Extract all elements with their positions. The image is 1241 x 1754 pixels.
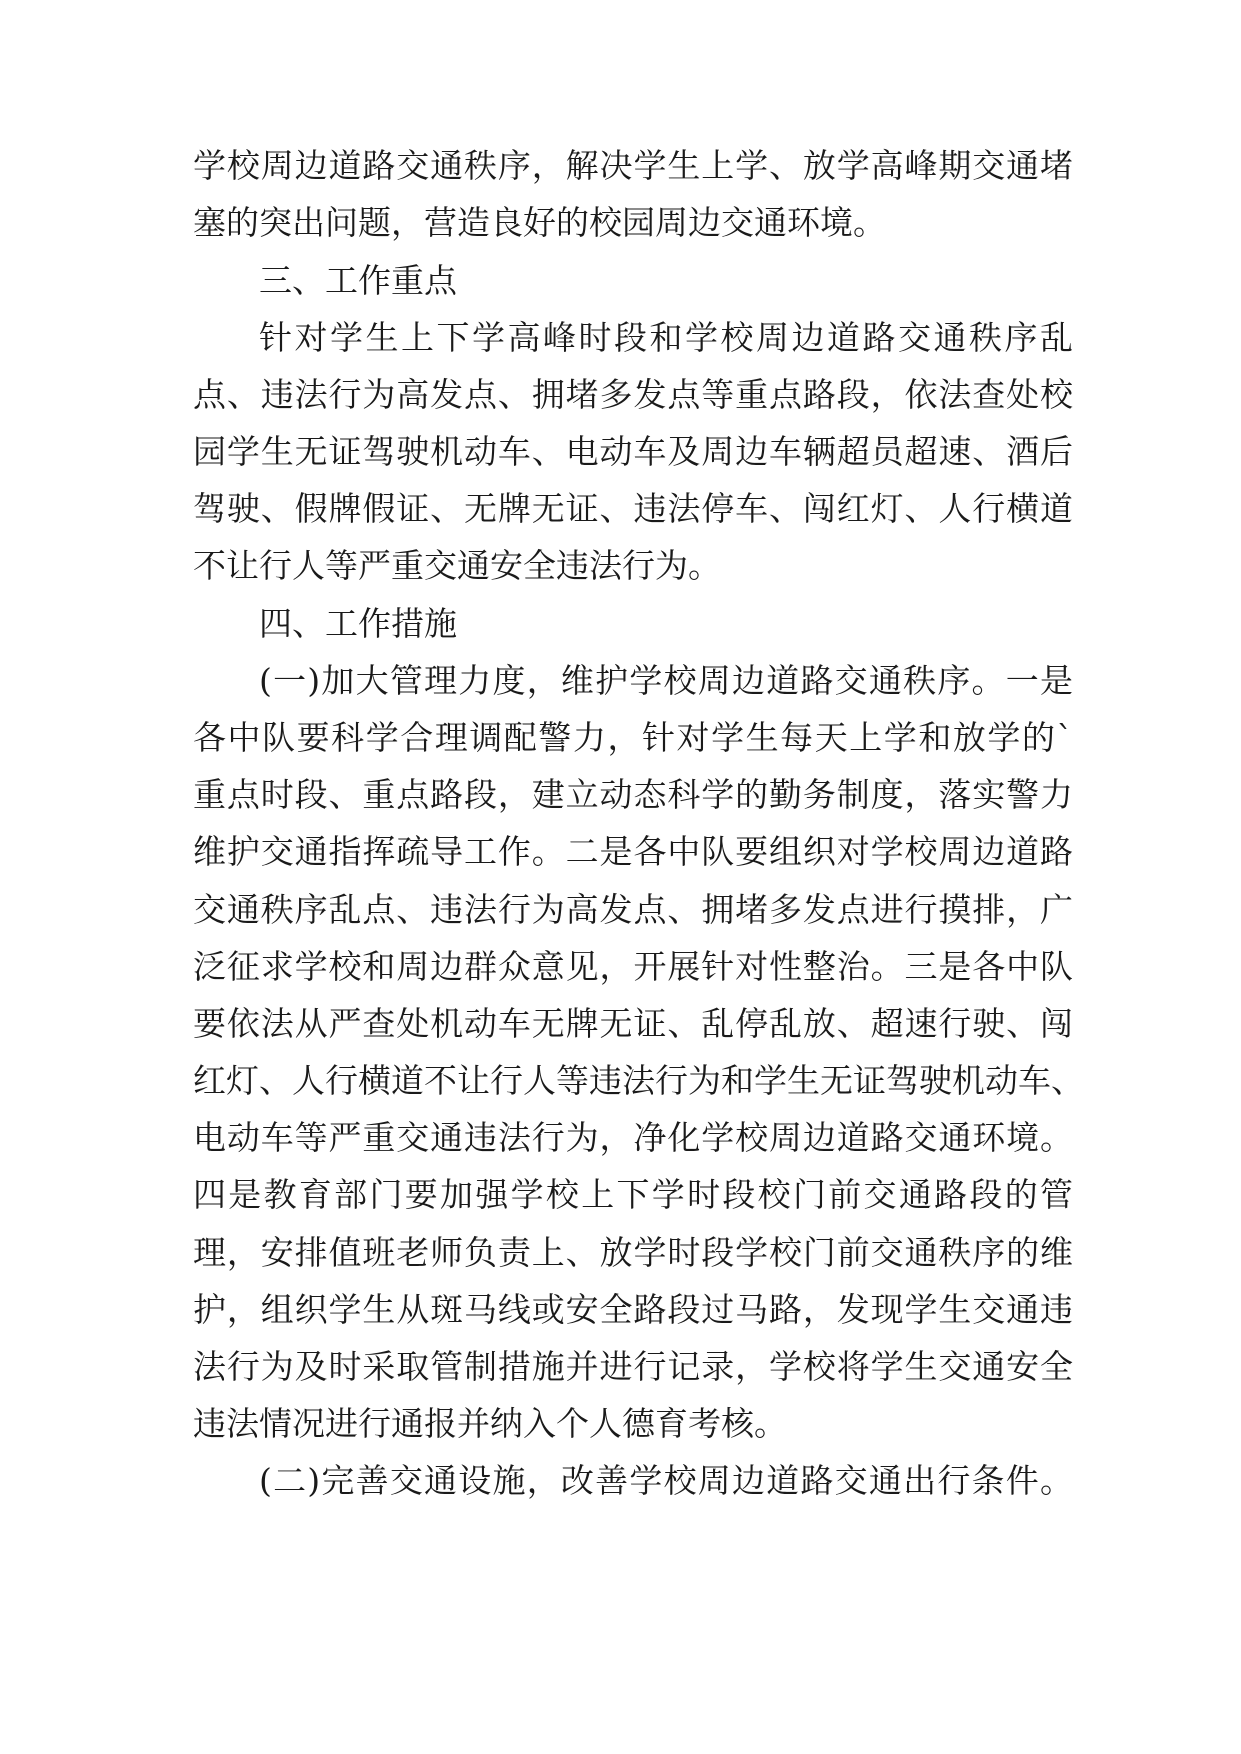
paragraph-line: 驾驶、假牌假证、无牌无证、违法停车、闯红灯、人行横道 bbox=[193, 489, 1073, 528]
paragraph-line: 点、违法行为高发点、拥堵多发点等重点路段，依法查处校 bbox=[193, 375, 1073, 414]
paragraph-line: 重点时段、重点路段，建立动态科学的勤务制度，落实警力 bbox=[193, 775, 1073, 814]
paragraph-line: 护，组织学生从斑马线或安全路段过马路，发现学生交通违 bbox=[193, 1290, 1073, 1329]
paragraph-line: 理，安排值班老师负责上、放学时段学校门前交通秩序的维 bbox=[193, 1233, 1073, 1272]
paragraph-line: 各中队要科学合理调配警力，针对学生每天上学和放学的` bbox=[193, 718, 1073, 757]
paragraph-line: 要依法从严查处机动车无牌无证、乱停乱放、超速行驶、闯 bbox=[193, 1004, 1073, 1043]
paragraph-line: 维护交通指挥疏导工作。二是各中队要组织对学校周边道路 bbox=[193, 832, 1073, 871]
section-heading-work-focus: 三、工作重点 bbox=[259, 261, 457, 300]
section-heading-work-measures: 四、工作措施 bbox=[259, 604, 457, 643]
paragraph-line: 法行为及时采取管制措施并进行记录，学校将学生交通安全 bbox=[193, 1347, 1073, 1386]
paragraph-line: 园学生无证驾驶机动车、电动车及周边车辆超员超速、酒后 bbox=[193, 432, 1073, 471]
paragraph-line: 泛征求学校和周边群众意见，开展针对性整治。三是各中队 bbox=[193, 947, 1073, 986]
paragraph-line: (二)完善交通设施，改善学校周边道路交通出行条件。 bbox=[259, 1461, 1073, 1500]
paragraph-line: 学校周边道路交通秩序，解决学生上学、放学高峰期交通堵 bbox=[193, 146, 1073, 185]
paragraph-line: 交通秩序乱点、违法行为高发点、拥堵多发点进行摸排，广 bbox=[193, 890, 1073, 929]
paragraph-line: 红灯、人行横道不让行人等违法行为和学生无证驾驶机动车、 bbox=[193, 1061, 1084, 1100]
paragraph-line: 塞的突出问题，营造良好的校园周边交通环境。 bbox=[193, 203, 886, 242]
paragraph-line: 针对学生上下学高峰时段和学校周边道路交通秩序乱 bbox=[259, 318, 1073, 357]
paragraph-line: 电动车等严重交通违法行为，净化学校周边道路交通环境。 bbox=[193, 1118, 1073, 1157]
paragraph-line: 四是教育部门要加强学校上下学时段校门前交通路段的管 bbox=[193, 1175, 1073, 1214]
paragraph-line: 不让行人等严重交通安全违法行为。 bbox=[193, 546, 721, 585]
paragraph-line: (一)加大管理力度，维护学校周边道路交通秩序。一是 bbox=[259, 661, 1073, 700]
paragraph-line: 违法情况进行通报并纳入个人德育考核。 bbox=[193, 1404, 787, 1443]
